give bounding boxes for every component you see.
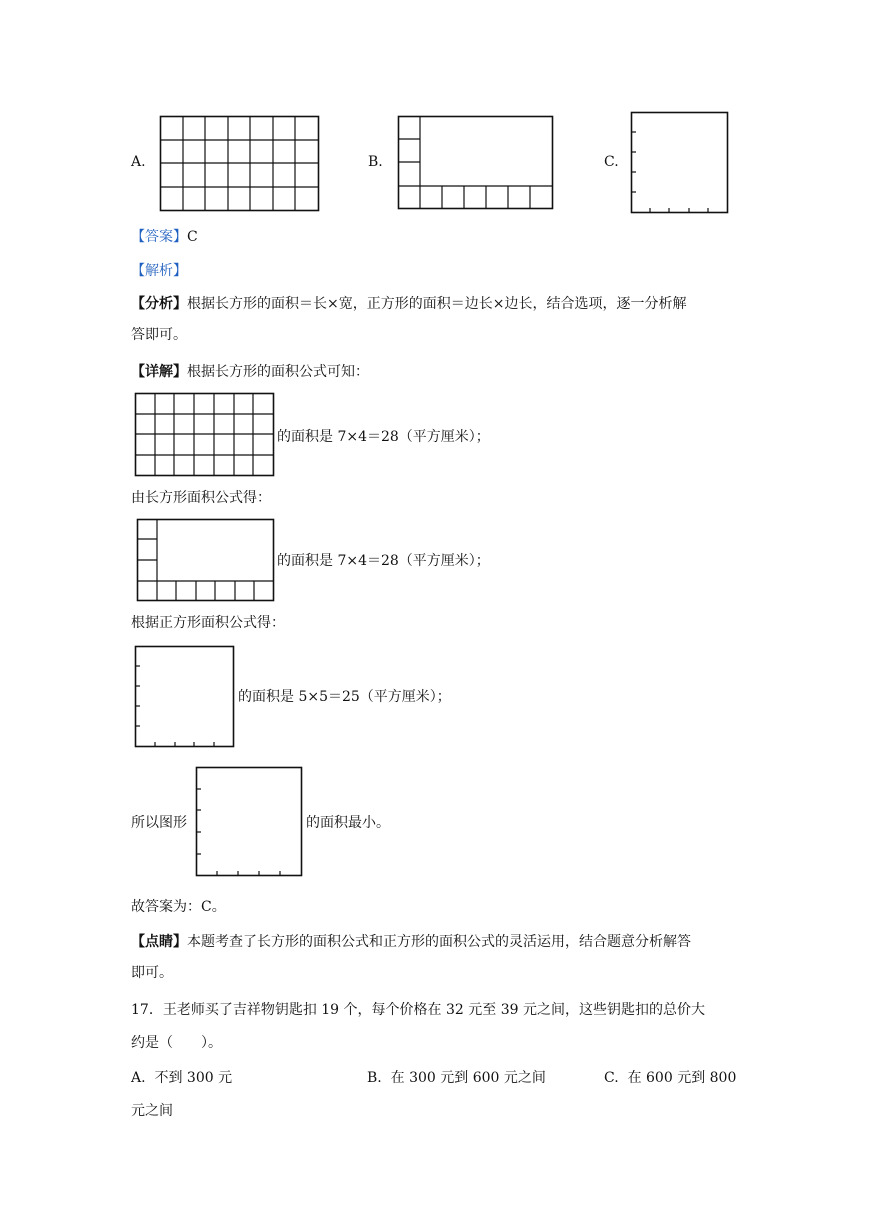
xiangjie-line [131,362,369,382]
solution-square-figure-c [135,646,235,748]
q17-option-a-label: A. [131,1070,146,1086]
xiangjie-text: 根据长方形的面积公式可知： [187,364,369,380]
conclusion-square-figure [196,767,303,877]
conclusion-pre: 所以图形 [131,815,187,831]
dianjing-line-2: 即可。 [131,965,173,981]
calc-c-intro: 根据正方形面积公式得： [131,615,285,631]
solution-grid-figure-a [135,393,275,477]
solution-border-figure-b [137,519,275,602]
dianjing-tag: 【点睛】 [131,934,187,950]
fenxi-tag: 【分析】 [131,296,187,312]
option-a-grid-figure [160,116,320,212]
answer-line [131,227,198,247]
q17-option-b-label: B. [367,1070,382,1086]
fenxi-line-1 [131,294,686,314]
q17-option-c [604,1068,736,1088]
calc-a: 的面积是 7×4＝28（平方厘米）； [277,429,490,445]
answer-tag: 【答案】 [131,229,187,245]
q17-option-c-text: 在 600 元到 800 [627,1070,737,1086]
option-c-label: C. [604,154,619,170]
q17-option-b [367,1068,546,1088]
q17-option-c-tail: 元之间 [131,1103,173,1119]
conclusion-post: 的面积最小。 [306,815,390,831]
xiangjie-tag: 【详解】 [131,364,187,380]
q17-option-c-label: C. [604,1070,619,1086]
q17-line-2: 约是（ ）。 [131,1035,222,1051]
q17-option-a-text: 不到 300 元 [154,1070,233,1086]
q17-option-a [131,1068,232,1088]
answer-value: C [187,229,198,245]
fenxi-text-1: 根据长方形的面积＝长×宽，正方形的面积＝边长×边长，结合选项，逐一分析解 [187,296,687,312]
q17-option-b-text: 在 300 元到 600 元之间 [390,1070,546,1086]
q17-line-1: 17．王老师买了吉祥物钥匙扣 19 个，每个价格在 32 元至 39 元之间，这些钥匙扣的总价大 [131,1002,705,1018]
final-answer: 故答案为：C。 [131,899,226,915]
option-a-label: A. [131,154,146,170]
calc-b: 的面积是 7×4＝28（平方厘米）； [277,553,490,569]
analysis-heading: 【解析】 [131,263,187,279]
calc-c: 的面积是 5×5＝25（平方厘米）； [238,689,451,705]
dianjing-line-1 [131,932,691,952]
calc-b-intro: 由长方形面积公式得： [131,490,271,506]
option-c-square-figure [631,112,729,214]
fenxi-line-2: 答即可。 [131,327,187,343]
option-b-border-figure [398,116,554,210]
dianjing-text-1: 本题考查了长方形的面积公式和正方形的面积公式的灵活运用，结合题意分析解答 [187,934,691,950]
option-b-label: B. [368,154,383,170]
